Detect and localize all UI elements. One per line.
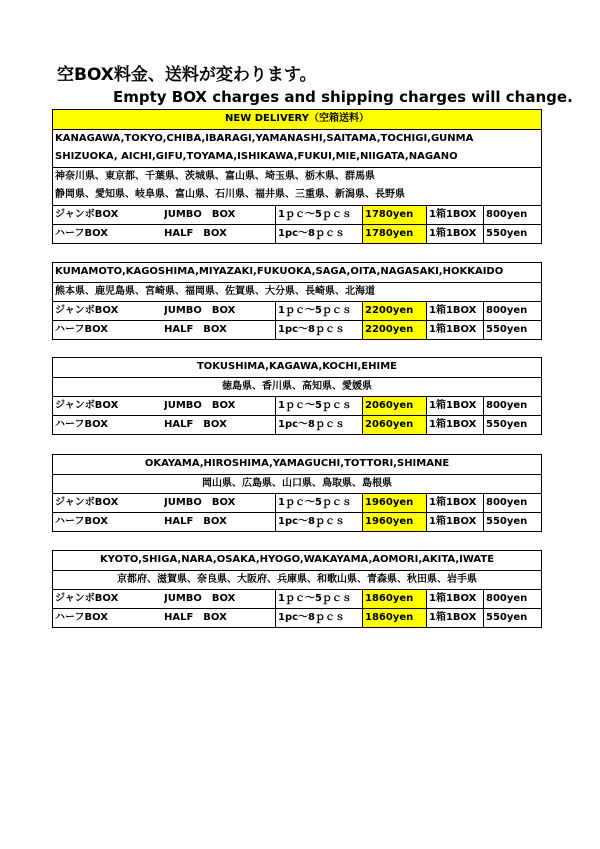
- region-list-ja: 岡山県、広島県、山口県、鳥取県、島根県: [53, 474, 541, 493]
- quantity-range: 1pc～8ｐｃｓ: [275, 416, 362, 434]
- box-name-ja: ジャンボBOX: [55, 593, 119, 604]
- rate-table-chugoku: [52, 454, 542, 532]
- table-row: [53, 301, 541, 320]
- table-row: [53, 415, 541, 434]
- region-list-ja: 京都府、滋賀県、奈良県、大阪府、兵庫県、和歌山県、青森県、秋田県、岩手県: [53, 570, 541, 589]
- box-name-ja: ハーフBOX: [55, 419, 108, 430]
- rate-table-kansai-tohoku: [52, 550, 542, 628]
- shipping-price: 2060yen: [362, 416, 426, 434]
- box-price: 800yen: [483, 302, 541, 320]
- table-header: NEW DELIVERY（空箱送料）: [53, 110, 541, 129]
- box-name-en: HALF BOX: [164, 228, 227, 239]
- unit-label: 1箱1BOX: [426, 225, 483, 243]
- table-row: [53, 224, 541, 243]
- box-name-en: HALF BOX: [164, 324, 227, 335]
- region-list-en: KYOTO,SHIGA,NARA,OSAKA,HYOGO,WAKAYAMA,AOMORI,AKITA,IWATE: [99, 554, 495, 565]
- region-list-ja: 静岡県、愛知県、岐阜県、富山県、石川県、福井県、三重県、新潟県、長野県: [55, 189, 405, 200]
- unit-label: 1箱1BOX: [426, 590, 483, 608]
- box-price: 800yen: [483, 590, 541, 608]
- region-list-en: KANAGAWA,TOKYO,CHIBA,IBARAGI,YAMANASHI,SAITAMA,TOCHIGI,GUNMA: [53, 129, 541, 148]
- table-row: [53, 608, 541, 627]
- shipping-price: 2200yen: [362, 302, 426, 320]
- rate-table-shikoku: [52, 357, 542, 435]
- box-name-en: JUMBO BOX: [164, 497, 236, 508]
- box-name-ja: ハーフBOX: [55, 612, 108, 623]
- quantity-range: 1ｐｃ～5ｐｃｓ: [275, 302, 362, 320]
- box-price: 550yen: [483, 416, 541, 434]
- box-price: 800yen: [483, 494, 541, 512]
- shipping-price: 1860yen: [362, 609, 426, 627]
- shipping-price: 2200yen: [362, 321, 426, 339]
- page-title: 空BOX料金、送料が変わります。: [57, 65, 317, 85]
- region-list-ja: 神奈川県、東京都、千葉県、茨城県、富山県、埼玉県、栃木県、群馬県: [53, 167, 541, 186]
- rate-table-kyushu-hokkaido: [52, 262, 542, 340]
- unit-label: 1箱1BOX: [426, 302, 483, 320]
- unit-label: 1箱1BOX: [426, 206, 483, 224]
- shipping-price: 1780yen: [362, 225, 426, 243]
- unit-label: 1箱1BOX: [426, 397, 483, 415]
- unit-label: 1箱1BOX: [426, 609, 483, 627]
- table-row: [53, 512, 541, 531]
- box-price: 800yen: [483, 397, 541, 415]
- shipping-price: 1780yen: [362, 206, 426, 224]
- quantity-range: 1pc～8ｐｃｓ: [275, 513, 362, 531]
- box-name-ja: ハーフBOX: [55, 516, 108, 527]
- rate-table-kanto-chubu: [52, 109, 542, 244]
- quantity-range: 1pc～8ｐｃｓ: [275, 609, 362, 627]
- unit-label: 1箱1BOX: [426, 321, 483, 339]
- unit-label: 1箱1BOX: [426, 513, 483, 531]
- box-name-ja: ジャンボBOX: [55, 400, 119, 411]
- box-price: 800yen: [483, 206, 541, 224]
- shipping-price: 2060yen: [362, 397, 426, 415]
- box-price: 550yen: [483, 225, 541, 243]
- page-subtitle: Empty BOX charges and shipping charges will change.: [113, 88, 573, 106]
- unit-label: 1箱1BOX: [426, 416, 483, 434]
- unit-label: 1箱1BOX: [426, 494, 483, 512]
- table-row: [53, 396, 541, 415]
- region-list-en: SHIZUOKA, AICHI,GIFU,TOYAMA,ISHIKAWA,FUKUI,MIE,NIIGATA,NAGANO: [55, 151, 458, 162]
- quantity-range: 1ｐｃ～5ｐｃｓ: [275, 397, 362, 415]
- box-name-ja: ジャンボBOX: [55, 209, 119, 220]
- table-row: [53, 493, 541, 512]
- box-price: 550yen: [483, 609, 541, 627]
- region-list-ja: 徳島県、香川県、高知県、愛媛県: [53, 377, 541, 396]
- shipping-price: 1960yen: [362, 513, 426, 531]
- quantity-range: 1ｐｃ～5ｐｃｓ: [275, 206, 362, 224]
- table-row: [53, 205, 541, 224]
- region-list-ja: 熊本県、鹿児島県、宮崎県、福岡県、佐賀県、大分県、長崎県、北海道: [53, 282, 541, 301]
- box-name-ja: ハーフBOX: [55, 228, 108, 239]
- box-name-en: HALF BOX: [164, 419, 227, 430]
- quantity-range: 1pc～8ｐｃｓ: [275, 321, 362, 339]
- box-name-en: JUMBO BOX: [164, 400, 236, 411]
- quantity-range: 1ｐｃ～5ｐｃｓ: [275, 590, 362, 608]
- region-list-en: TOKUSHIMA,KAGAWA,KOCHI,EHIME: [196, 361, 397, 372]
- box-name-ja: ジャンボBOX: [55, 497, 119, 508]
- table-row: [53, 589, 541, 608]
- box-price: 550yen: [483, 513, 541, 531]
- region-list-en: KUMAMOTO,KAGOSHIMA,MIYAZAKI,FUKUOKA,SAGA,OITA,NAGASAKI,HOKKAIDO: [55, 266, 504, 277]
- quantity-range: 1ｐｃ～5ｐｃｓ: [275, 494, 362, 512]
- box-price: 550yen: [483, 321, 541, 339]
- box-name-ja: ハーフBOX: [55, 324, 108, 335]
- shipping-price: 1860yen: [362, 590, 426, 608]
- table-row: [53, 320, 541, 339]
- box-name-en: JUMBO BOX: [164, 305, 236, 316]
- quantity-range: 1pc～8ｐｃｓ: [275, 225, 362, 243]
- box-name-en: HALF BOX: [164, 612, 227, 623]
- box-name-en: HALF BOX: [164, 516, 227, 527]
- shipping-price: 1960yen: [362, 494, 426, 512]
- region-list-en: OKAYAMA,HIROSHIMA,YAMAGUCHI,TOTTORI,SHIMANE: [144, 458, 450, 469]
- box-name-en: JUMBO BOX: [164, 209, 236, 220]
- box-name-ja: ジャンボBOX: [55, 305, 119, 316]
- box-name-en: JUMBO BOX: [164, 593, 236, 604]
